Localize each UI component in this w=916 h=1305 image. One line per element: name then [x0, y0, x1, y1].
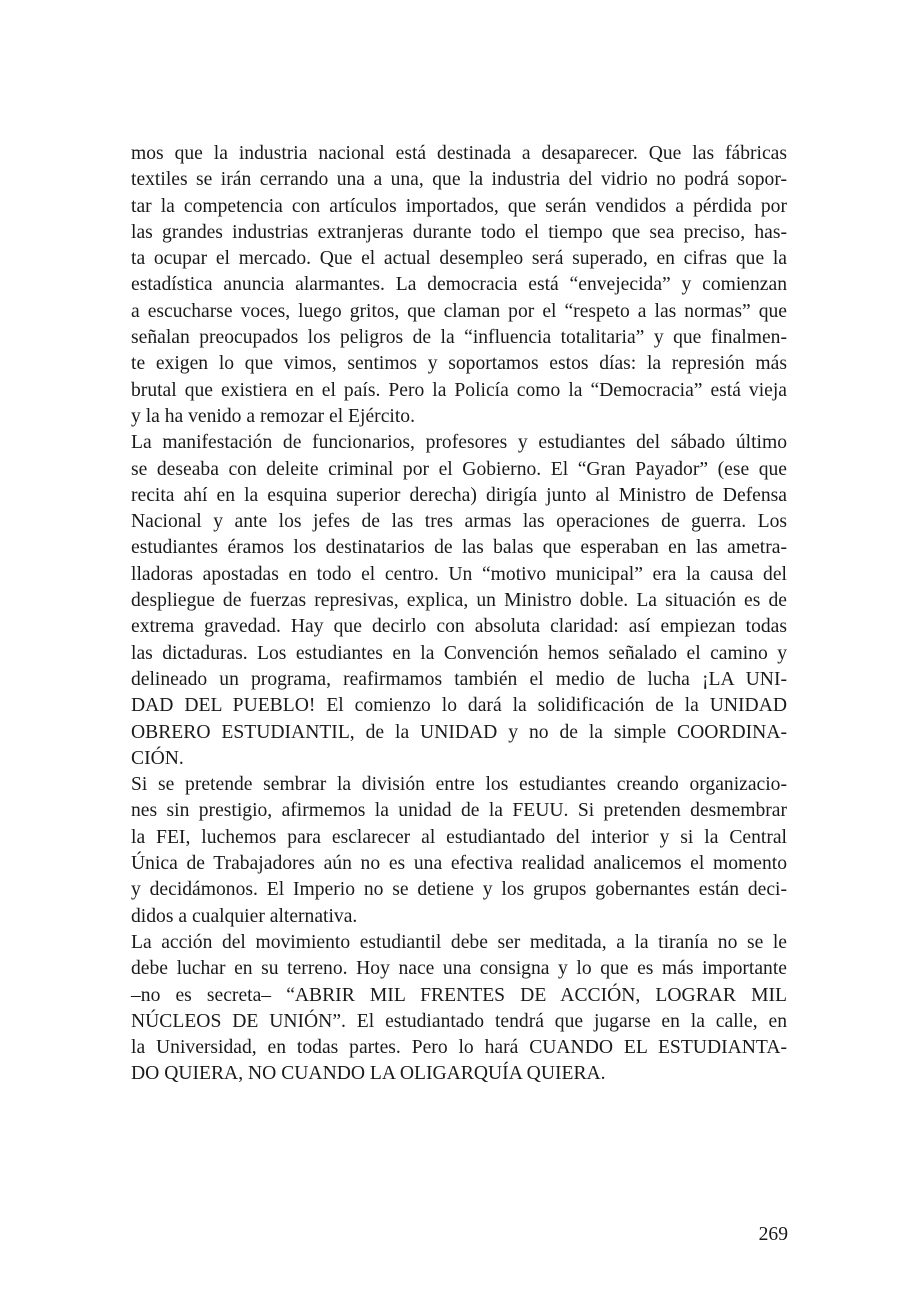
text-line: NÚCLEOS DE UNIÓN”. El estudiantado tendrá que jugarse en la calle, en — [131, 1010, 787, 1032]
text-line: estudiantes éramos los destinatarios de las balas que esperaban en las ametra- — [131, 537, 787, 559]
text-line: mos que la industria nacional está destinada a desaparecer. Que las fábricas — [131, 143, 787, 164]
text-line: –no es secreta– “ABRIR MIL FRENTES DE ACCIÓN, LOGRAR MIL — [131, 984, 787, 1006]
text-line: CIÓN. — [131, 747, 184, 769]
text-line: Única de Trabajadores aún no es una efectiva realidad analicemos el momento — [131, 853, 787, 875]
page-number: 269 — [758, 1224, 788, 1245]
text-line: tar la competencia con artículos importados, que serán vendidos a pérdida por — [131, 195, 787, 217]
text-line: ta ocupar el mercado. Que el actual desempleo será superado, en cifras que la — [131, 248, 787, 270]
text-line: las grandes industrias extranjeras durante todo el tiempo que sea preciso, has- — [131, 221, 787, 243]
text-line: Si se pretende sembrar la división entre los estudiantes creando organizacio- — [131, 774, 787, 796]
text-line: lladoras apostadas en todo el centro. Un “motivo municipal” era la causa del — [131, 563, 787, 585]
text-line: debe luchar en su terreno. Hoy nace una consigna y lo que es más importante — [131, 958, 787, 980]
paragraph — [131, 930, 787, 1088]
body-text — [131, 141, 787, 1088]
text-line: brutal que existiera en el país. Pero la Policía como la “Democracia” está vieja — [131, 379, 787, 401]
text-line: y decidámonos. El Imperio no se detiene y los grupos gobernantes están deci- — [131, 879, 787, 901]
text-line: la FEI, luchemos para esclarecer al estudiantado del interior y si la Central — [131, 826, 787, 848]
text-line: OBRERO ESTUDIANTIL, de la UNIDAD y no de la simple COORDINA- — [131, 721, 787, 743]
text-line: despliegue de fuerzas represivas, explica, un Ministro doble. La situación es de — [131, 590, 787, 612]
text-line: DAD DEL PUEBLO! El comienzo lo dará la solidificación de la UNIDAD — [131, 695, 787, 717]
paragraph — [131, 772, 787, 930]
text-line: y la ha venido a remozar el Ejército. — [131, 405, 415, 427]
text-line: DO QUIERA, NO CUANDO LA OLIGARQUÍA QUIERA. — [131, 1063, 606, 1085]
text-line: te exigen lo que vimos, sentimos y soportamos estos días: la represión más — [131, 353, 787, 375]
paragraph — [131, 141, 787, 430]
text-line: recita ahí en la esquina superior derecha) dirigía junto al Ministro de Defensa — [131, 484, 787, 506]
text-line: didos a cualquier alternativa. — [131, 905, 358, 927]
text-line: Nacional y ante los jefes de las tres armas las operaciones de guerra. Los — [131, 511, 787, 533]
text-line: La manifestación de funcionarios, profesores y estudiantes del sábado último — [131, 432, 787, 454]
text-line: La acción del movimiento estudiantil debe ser meditada, a la tiranía no se le — [131, 931, 787, 953]
text-line: la Universidad, en todas partes. Pero lo hará CUANDO EL ESTUDIANTA- — [131, 1037, 787, 1059]
text-line: delineado un programa, reafirmamos también el medio de lucha ¡LA UNI- — [131, 668, 787, 690]
text-line: se deseaba con deleite criminal por el Gobierno. El “Gran Payador” (ese que — [131, 458, 787, 480]
text-line: a escucharse voces, luego gritos, que claman por el “respeto a las normas” que — [131, 300, 787, 322]
text-line: nes sin prestigio, afirmemos la unidad de la FEUU. Si pretenden desmembrar — [131, 800, 787, 822]
paragraph — [131, 430, 787, 772]
text-line: estadística anuncia alarmantes. La democracia está “envejecida” y comienzan — [131, 274, 787, 296]
text-line: señalan preocupados los peligros de la “influencia totalitaria” y que finalmen- — [131, 327, 787, 349]
text-line: las dictaduras. Los estudiantes en la Convención hemos señalado el camino y — [131, 642, 787, 664]
text-line: extrema gravedad. Hay que decirlo con absoluta claridad: así empiezan todas — [131, 616, 787, 638]
text-line: textiles se irán cerrando una a una, que la industria del vidrio no podrá sopor- — [131, 169, 787, 191]
